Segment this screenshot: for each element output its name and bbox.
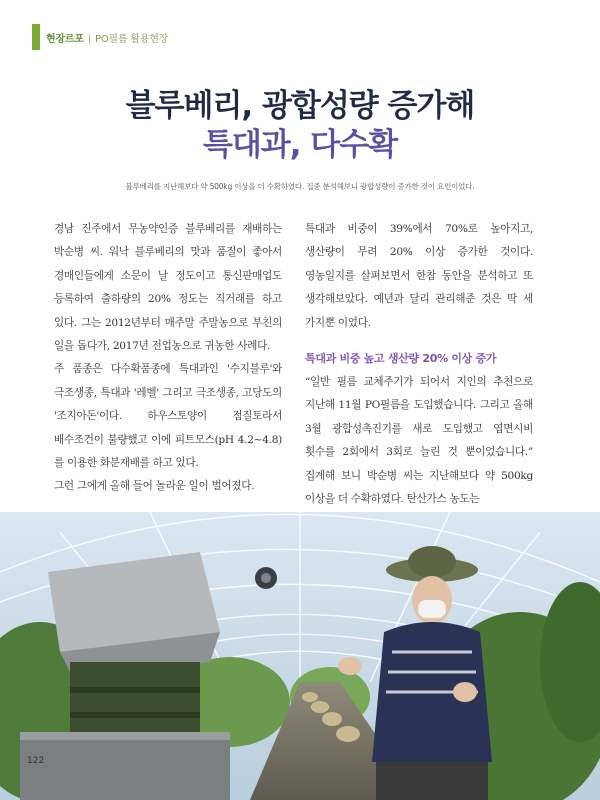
body-paragraph: 주 품종은 다수확품종에 특대과인 '수지블루'와 극조생종, 특대과 '레벨' 그리고 극조생종, 고당도의 '조지아돈'이다. 하우스토양이 점질토라서 배수조건이 불량했고 이에 피트모스(pH 4.2~4.8)를 이용한 화분재배를 하고 있다. — [54, 363, 282, 470]
body-paragraph: 경남 진주에서 무농약인증 블루베리를 재배하는 박순병 씨. 워낙 블루베리의 맛과 품질이 좋아서 경매인들에게 소문이 날 정도이고 통신판매업도 등록하여 출하량의 20% 정도는 직거래를 하고 있다. 그는 2012년부터 매주말 주말농으로 부친의 일을 돕다가, 2017년 전업농으로 귀농한 사례다. — [54, 223, 282, 353]
subsection-name: PO필름 활용현장 — [95, 33, 169, 45]
section-color-bar — [32, 24, 40, 50]
page-number: 122 — [27, 756, 45, 766]
greenhouse-photo — [0, 512, 600, 800]
section-tag — [32, 24, 168, 50]
body-paragraph: 그런 그에게 올해 들어 놀라운 일이 벌어졌다. — [54, 480, 255, 493]
headline-line2: 특대과, 다수확 — [202, 127, 398, 163]
body-paragraph: “일반 필름 교체주기가 되어서 지인의 추천으로 지난해 11월 PO필름을 도입했습니다. 그리고 올해 3월 광합성촉진기를 새로 도입했고 엽면시비 횟수를 2회에서 3회로 늘린 것 뿐이었습니다.” 집계해 보니 박순병 씨는 지난해보다 약 500kg 이상을 더 수확하였다. 탄산가스 농도는 — [305, 376, 533, 506]
body-paragraph: 특대과 비중이 39%에서 70%로 높아지고, 생산량이 무려 20% 이상 증가한 것이다. 영농일지를 살펴보면서 한참 동안을 분석하고 또 생각해보았다. 예년과 달리 관리해준 것은 딱 세 가지뿐 이었다. — [305, 223, 533, 329]
article-column-left — [54, 218, 282, 508]
section-name: 현장르포 — [46, 33, 84, 45]
lead-summary: 블루베리를 지난해보다 약 500kg 이상을 더 수확하였다. 집중 분석해보니 광합성량이 증가한 것이 요인이었다. — [125, 182, 475, 191]
section-separator: | — [87, 33, 92, 45]
section-label — [46, 30, 168, 45]
greenhouse-illustration — [0, 512, 600, 800]
headline-line1: 블루베리, 광합성량 증가해 — [125, 88, 475, 124]
article-column-right — [305, 218, 533, 508]
section-subheading: 특대과 비중 높고 생산량 20% 이상 증가 — [305, 352, 497, 366]
